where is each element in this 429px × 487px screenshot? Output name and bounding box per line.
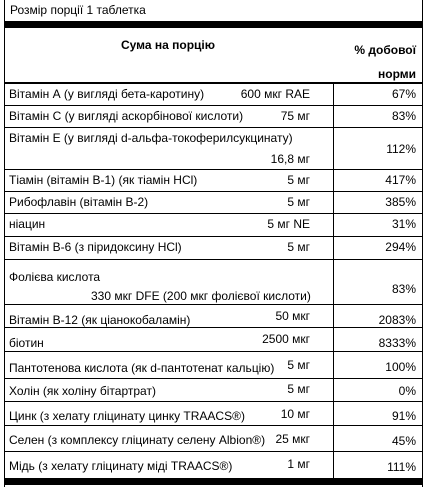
nutrient-amount: 5 мг NE [267, 217, 310, 231]
amount-per-serving-header: Сума на порцію [120, 38, 216, 52]
top-thick-rule [5, 21, 422, 28]
nutrient-row [5, 106, 422, 128]
nutrient-amount: 5 мг [287, 358, 310, 372]
daily-value-header-line2: норми [377, 67, 416, 81]
nutrient-daily-value: 417% [385, 173, 416, 187]
nutrient-amount: 330 мкг DFE (200 мкг фолієвої кислоти) [91, 289, 311, 303]
nutrient-amount: 1 мг [287, 457, 310, 471]
nutrient-amount: 600 мкг RAE [240, 87, 310, 101]
nutrient-row [5, 237, 422, 260]
nutrient-daily-value: 31% [391, 217, 416, 231]
nutrient-name: Мідь (з хелату гліцинату міді TRAACS®) [9, 459, 233, 473]
nutrient-daily-value: 91% [391, 409, 416, 423]
nutrient-amount: 5 мг [287, 173, 310, 187]
nutrient-name: Селен (з комплексу гліцинату селену Albion®) [9, 433, 266, 447]
nutrient-name: Холін (як холіну бітартрат) [9, 384, 156, 398]
nutrient-daily-value: 112% [386, 142, 416, 156]
nutrient-row [5, 84, 422, 106]
column-divider [333, 84, 334, 478]
nutrient-daily-value: 111% [387, 460, 416, 474]
daily-value-header [326, 38, 416, 86]
nutrient-daily-value: 8333% [378, 336, 416, 350]
nutrient-row [5, 452, 422, 478]
nutrient-daily-value: 294% [385, 240, 416, 254]
nutrient-name: ніацин [9, 217, 46, 231]
nutrient-daily-value: 83% [391, 282, 416, 296]
nutrient-amount: 16,8 мг [270, 152, 310, 166]
nutrient-row [5, 170, 422, 192]
nutrient-daily-value: 2083% [378, 313, 416, 327]
nutrient-name: біотин [9, 336, 44, 350]
nutrient-daily-value: 385% [385, 195, 416, 209]
nutrient-row [5, 379, 422, 402]
nutrient-daily-value: 67% [391, 87, 416, 101]
nutrient-amount: 5 мг [287, 240, 310, 254]
nutrient-row [5, 128, 422, 170]
nutrient-row [5, 402, 422, 426]
nutrient-name: Цинк (з хелату гліцинату цинку TRAACS®) [9, 409, 245, 423]
nutrient-row [5, 192, 422, 214]
nutrient-amount: 75 мг [280, 109, 310, 123]
supplement-facts-panel [4, 0, 423, 487]
nutrient-row [5, 352, 422, 379]
nutrient-amount: 5 мг [287, 195, 310, 209]
nutrient-daily-value: 83% [391, 109, 416, 123]
nutrient-daily-value: 45% [391, 434, 416, 448]
nutrient-name: Фолієва кислота [9, 270, 101, 284]
nutrient-amount: 2500 мкг [262, 332, 310, 346]
nutrient-name: Вітамін А (у вигляді бета-каротину) [9, 87, 205, 101]
nutrient-name: Вітамін В-12 (як ціанокобаламін) [9, 313, 191, 327]
nutrient-row [5, 305, 422, 328]
nutrient-daily-value: 100% [385, 360, 416, 374]
bottom-thick-rule [5, 478, 422, 485]
serving-size: Розмір порції 1 таблетка [10, 3, 146, 17]
nutrient-name: Рибофлавін (вітамін В-2) [9, 195, 149, 209]
nutrient-row [5, 214, 422, 237]
nutrient-name: Вітамін Е (у вигляді d-альфа-токоферилсукцинату) [9, 131, 293, 145]
nutrient-amount: 50 мкг [275, 309, 310, 323]
nutrient-row [5, 260, 422, 305]
nutrient-amount: 25 мкг [275, 432, 310, 446]
nutrient-name: Вітамін С (у вигляді аскорбінової кислоти) [9, 109, 244, 123]
nutrient-row [5, 328, 422, 352]
nutrient-name: Пантотенова кислота (як d-пантотенат кальцію) [9, 361, 275, 375]
nutrient-daily-value: 0% [398, 384, 416, 398]
nutrient-amount: 5 мг [287, 382, 310, 396]
nutrient-name: Тіамін (вітамін В-1) (як тіамін HCl) [9, 173, 198, 187]
nutrient-amount: 10 мг [280, 407, 310, 421]
daily-value-header-line1: % добової [354, 43, 416, 57]
nutrient-name: Вітамін В-6 (з піридоксину HCl) [9, 240, 182, 254]
nutrient-row [5, 426, 422, 452]
